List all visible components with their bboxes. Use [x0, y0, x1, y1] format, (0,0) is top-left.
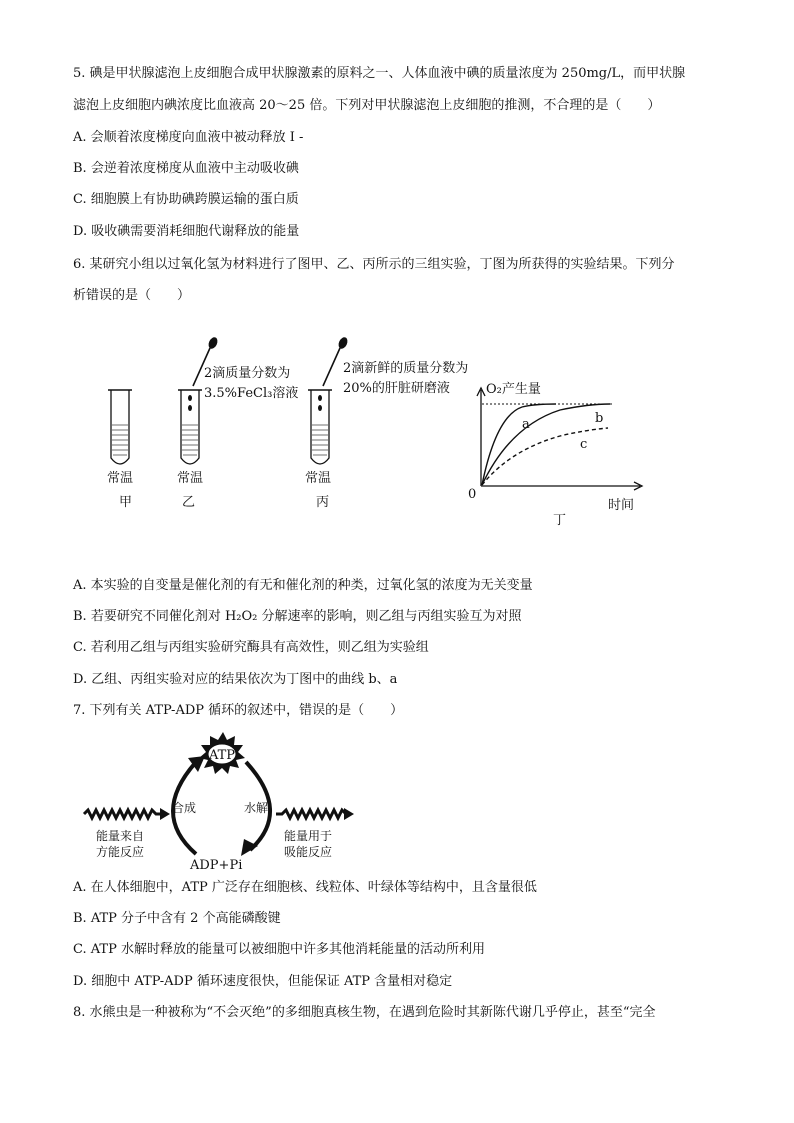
- q7-option-d: D. 细胞中 ATP-ADP 循环速度很快，但能保证 ATP 含量相对稳定: [73, 974, 453, 989]
- q6-experiment-figure: [0, 330, 794, 535]
- label-bing: 丙: [316, 495, 330, 510]
- q6-option-d: D. 乙组、丙组实验对应的结果依次为丁图中的曲线 b、a: [73, 672, 398, 687]
- reagent-yi-line2: 3.5%FeCl₃溶液: [204, 386, 299, 401]
- graph-origin: 0: [468, 487, 477, 502]
- q5-option-c: C. 细胞膜上有协助碘跨膜运输的蛋白质: [73, 192, 299, 207]
- q7-option-b: B. ATP 分子中含有 2 个高能磷酸键: [73, 911, 281, 926]
- q7-atp-cycle-figure: [0, 728, 794, 876]
- reagent-bing-line2: 20%的肝脏研磨液: [343, 381, 450, 396]
- graph-ding: [477, 388, 642, 490]
- q6-option-a: A. 本实验的自变量是催化剂的有无和催化剂的种类，过氧化氢的浓度为无关变量: [73, 578, 533, 593]
- graph-ylabel: O₂产生量: [486, 382, 541, 397]
- energy-in-zigzag: [84, 810, 163, 818]
- tube-jia: [108, 390, 132, 464]
- graph-name: 丁: [553, 513, 567, 528]
- energy-in-label-1: 能量来自: [96, 829, 145, 843]
- adp-label: ADP+Pi: [190, 858, 243, 873]
- atp-label: ATP: [208, 748, 236, 763]
- q7-option-c: C. ATP 水解时释放的能量可以被细胞中许多其他消耗能量的活动所利用: [73, 942, 485, 957]
- energy-out-label-1: 能量用于: [284, 829, 333, 843]
- q7-stem: 7. 下列有关 ATP-ADP 循环的叙述中，错误的是（ ）: [73, 703, 404, 718]
- label-jia: 甲: [119, 495, 133, 510]
- q8-stem-line1: 8. 水熊虫是一种被称为“不会灭绝”的多细胞真核生物，在遇到危险时其新陈代谢几乎停止，甚至“完全: [73, 1005, 656, 1020]
- reagent-yi-line1: 2滴质量分数为: [204, 366, 291, 381]
- graph-xlabel: 时间: [608, 498, 635, 513]
- q6-stem-line2: 析错误的是（ ）: [73, 288, 191, 303]
- q6-stem-line1: 6. 某研究小组以过氧化氢为材料进行了图甲、乙、丙所示的三组实验，丁图为所获得的实验结果。下列分: [73, 257, 675, 272]
- tube-yi: [178, 390, 202, 464]
- q6-option-c: C. 若利用乙组与丙组实验研究酶具有高效性，则乙组为实验组: [73, 640, 429, 655]
- label-yi: 乙: [182, 495, 196, 510]
- curve-c-label: c: [580, 437, 588, 452]
- curve-b-label: b: [595, 411, 604, 426]
- hydrolysis-label: 水解: [244, 801, 269, 815]
- q6-option-b: B. 若要研究不同催化剂对 H₂O₂ 分解速率的影响，则乙组与丙组实验互为对照: [73, 609, 522, 624]
- temp-yi: 常温: [177, 471, 204, 486]
- energy-out-zigzag: [276, 810, 346, 818]
- temp-bing: 常温: [305, 471, 332, 486]
- q5-option-a: A. 会顺着浓度梯度向血液中被动释放 I -: [73, 130, 304, 145]
- temp-jia: 常温: [107, 471, 134, 486]
- reagent-bing-line1: 2滴新鲜的质量分数为: [343, 361, 469, 376]
- q5-option-b: B. 会逆着浓度梯度从血液中主动吸收碘: [73, 161, 299, 176]
- curve-c: [482, 428, 608, 485]
- q5-stem-line2: 滤泡上皮细胞内碘浓度比血液高 20～25 倍。下列对甲状腺滤泡上皮细胞的推测，不合理的是（ ）: [73, 98, 661, 113]
- energy-out-label-2: 吸能反应: [284, 845, 333, 859]
- q5-stem-line1: 5. 碘是甲状腺滤泡上皮细胞合成甲状腺激素的原料之一、人体血液中碘的质量浓度为 250mg/L，而甲状腺: [73, 66, 686, 81]
- curve-b: [482, 404, 610, 485]
- q5-option-d: D. 吸收碘需要消耗细胞代谢释放的能量: [73, 224, 300, 239]
- curve-a-label: a: [522, 417, 530, 432]
- energy-in-label-2: 方能反应: [96, 845, 145, 859]
- tube-bing: [308, 390, 332, 464]
- q7-option-a: A. 在人体细胞中，ATP 广泛存在细胞核、线粒体、叶绿体等结构中，且含量很低: [73, 880, 537, 895]
- synthesis-label: 合成: [172, 801, 197, 815]
